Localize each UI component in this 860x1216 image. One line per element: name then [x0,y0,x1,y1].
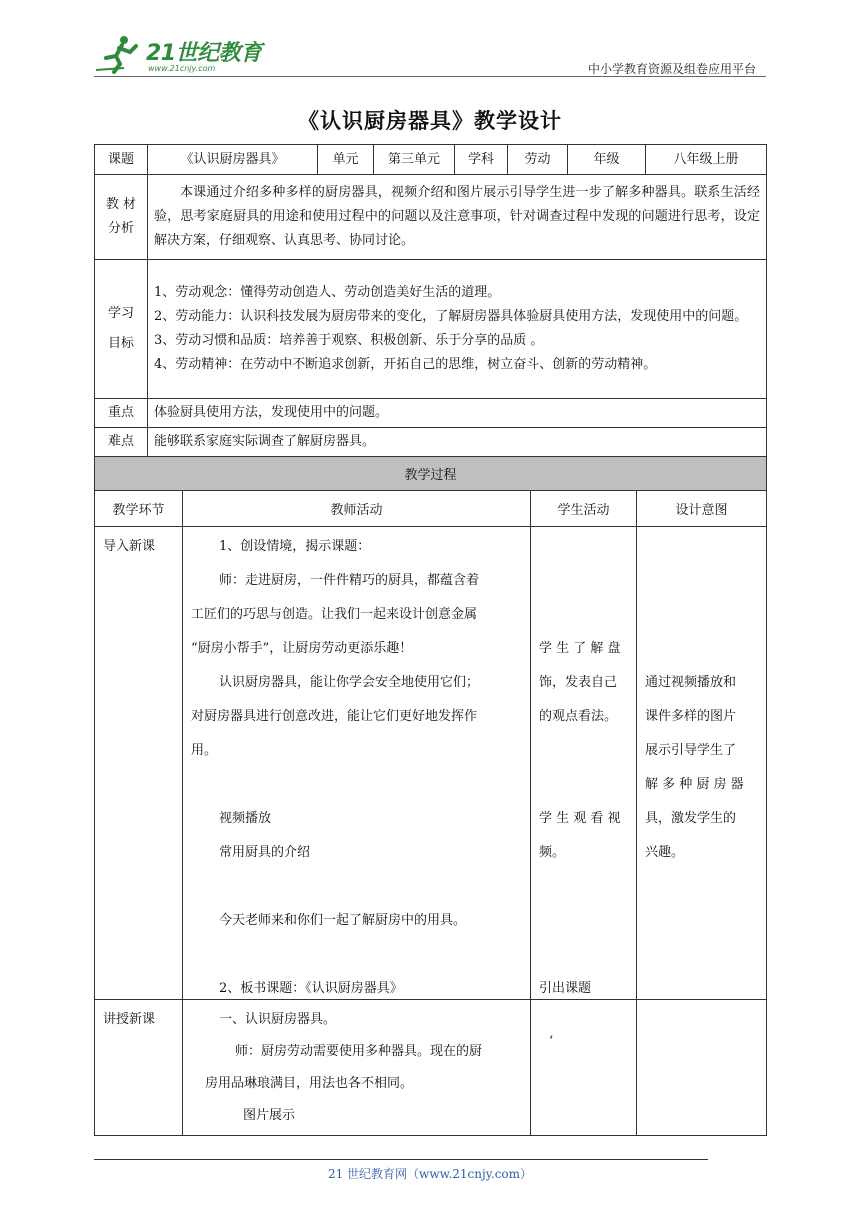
stage-cell [95,1000,183,1136]
intent-line: 解 多 种 厨 房 器 [645,777,744,792]
document-title: 《认识厨房器具》教学设计 [298,108,562,133]
platform-name: 中小学教育资源及组卷应用平台 [587,62,756,76]
goals-label-line1: 学习 [107,306,134,321]
info-table [94,144,767,457]
site-logo [94,34,264,74]
process-header-row [95,491,767,527]
page-header [94,30,766,78]
analysis-label-line1: 教 材 [105,197,137,212]
header-stage: 教学环节 [95,491,183,527]
goal-item: 2、劳动能力：认识科技发展为厨房带来的变化，了解厨房器具体验厨具使用方法，发现使用中的问题。 [154,309,748,324]
goal-item: 3、劳动习惯和品质：培养善于观察、积极创新、乐于分享的品质 。 [154,333,544,348]
teacher-line: 图片展示 [243,1108,296,1123]
key-row [95,399,767,428]
goals-label-line2: 目标 [107,336,134,351]
intent-line: 课件多样的图片 [645,709,737,724]
teacher-line: 一、认识厨房器具。 [219,1012,337,1027]
teacher-line: 师：走进厨房，一件件精巧的厨具，都蕴含着 [219,573,480,588]
intent-line: 兴趣。 [645,845,685,860]
student-line: 学 生 观 看 视 [539,811,621,826]
unit-label: 单元 [318,145,374,175]
teacher-activity-cell [183,527,531,1000]
difficulty-text: 能够联系家庭实际调查了解厨房器具。 [148,428,767,457]
runner-logo-icon [94,34,146,74]
goals-cell [148,260,767,399]
stage-label: 导入新课 [103,539,156,554]
course-row [95,145,767,175]
teacher-line: 常用厨具的介绍 [219,845,311,860]
teacher-line: 今天老师来和你们一起了解厨房中的用具。 [219,913,467,928]
teacher-line: 认识厨房器具，能让你学会安全地使用它们； [219,675,480,690]
teacher-line: 用。 [191,743,218,758]
intent-line: 具，激发学生的 [645,811,737,826]
goals-row [95,260,767,399]
goal-item: 1、劳动观念：懂得劳动创造人、劳动创造美好生活的道理。 [154,285,501,300]
goals-label [95,260,148,399]
analysis-cell [148,175,767,260]
process-table [94,456,767,1136]
key-label: 重点 [95,399,148,428]
analysis-row [95,175,767,260]
course-label: 课题 [95,145,148,175]
process-row-intro [95,527,767,1000]
student-activity-cell [531,527,637,1000]
teacher-line: 工匠们的巧思与创造。让我们一起来设计创意金属 [191,607,478,622]
student-line: 频。 [539,845,566,860]
logo-url: www.21cnjy.com [148,64,216,73]
footer-divider [94,1159,708,1160]
difficulty-row [95,428,767,457]
difficulty-label: 难点 [95,428,148,457]
key-text: 体验厨具使用方法，发现使用中的问题。 [148,399,767,428]
design-intent-cell [637,1000,767,1136]
course-value: 《认识厨房器具》 [148,145,318,175]
analysis-label [95,175,148,260]
analysis-label-line2: 分析 [107,221,134,236]
student-line: 饰，发表自己 [539,675,618,690]
student-line: 引出课题 [539,981,592,996]
goal-item: 4、劳动精神：在劳动中不断追求创新，开拓自己的思维，树立奋斗、创新的劳动精神。 [154,357,657,372]
header-student: 学生活动 [531,491,637,527]
stage-label: 讲授新课 [103,1012,156,1027]
teacher-line: 1、创设情境，揭示课题： [219,539,371,554]
teacher-line: 师：厨房劳动需要使用多种器具。现在的厨 [235,1044,483,1059]
subject-label: 学科 [455,145,508,175]
analysis-text: 本课通过介绍多种多样的厨房器具，视频介绍和图片展示引导学生进一步了解多种器具。联系生活经验，思考家庭厨具的用途和使用过程中的问题以及注意事项，针对调查过程中发现的问题进行思考，设定解决方案，仔细观察、认真思考、协同讨论。 [154,185,760,248]
subject-value: 劳动 [508,145,568,175]
process-title-row [95,457,767,491]
process-title: 教学过程 [95,457,767,491]
teacher-line: 2、板书课题：《认识厨房器具》 [219,981,403,996]
student-line: 学 生 了 解 盘 [539,641,621,656]
header-teacher: 教师活动 [183,491,531,527]
header-divider [94,76,766,77]
footer-text: 21 世纪教育网（www.21cnjy.com） [327,1167,533,1181]
stage-cell [95,527,183,1000]
unit-value: 第三单元 [374,145,455,175]
design-intent-cell [637,527,767,1000]
grade-label: 年级 [568,145,646,175]
teacher-line: “厨房小帮手”，让厨房劳动更添乐趣！ [191,641,413,656]
intent-line: 通过视频播放和 [645,675,737,690]
student-mark: ‘ [549,1034,554,1049]
logo-text: 21世纪教育 [146,41,262,66]
grade-value: 八年级上册 [646,145,767,175]
teacher-line: 房用品琳琅满目，用法也各不相同。 [205,1076,414,1091]
student-activity-cell [531,1000,637,1136]
intent-line: 展示引导学生了 [645,743,737,758]
process-row-teach [95,1000,767,1136]
student-line: 的观点看法。 [539,709,618,724]
teacher-activity-cell [183,1000,531,1136]
teacher-line: 视频播放 [219,811,272,826]
header-intent: 设计意图 [637,491,767,527]
teacher-line: 对厨房器具进行创意改进，能让它们更好地发挥作 [191,709,478,724]
